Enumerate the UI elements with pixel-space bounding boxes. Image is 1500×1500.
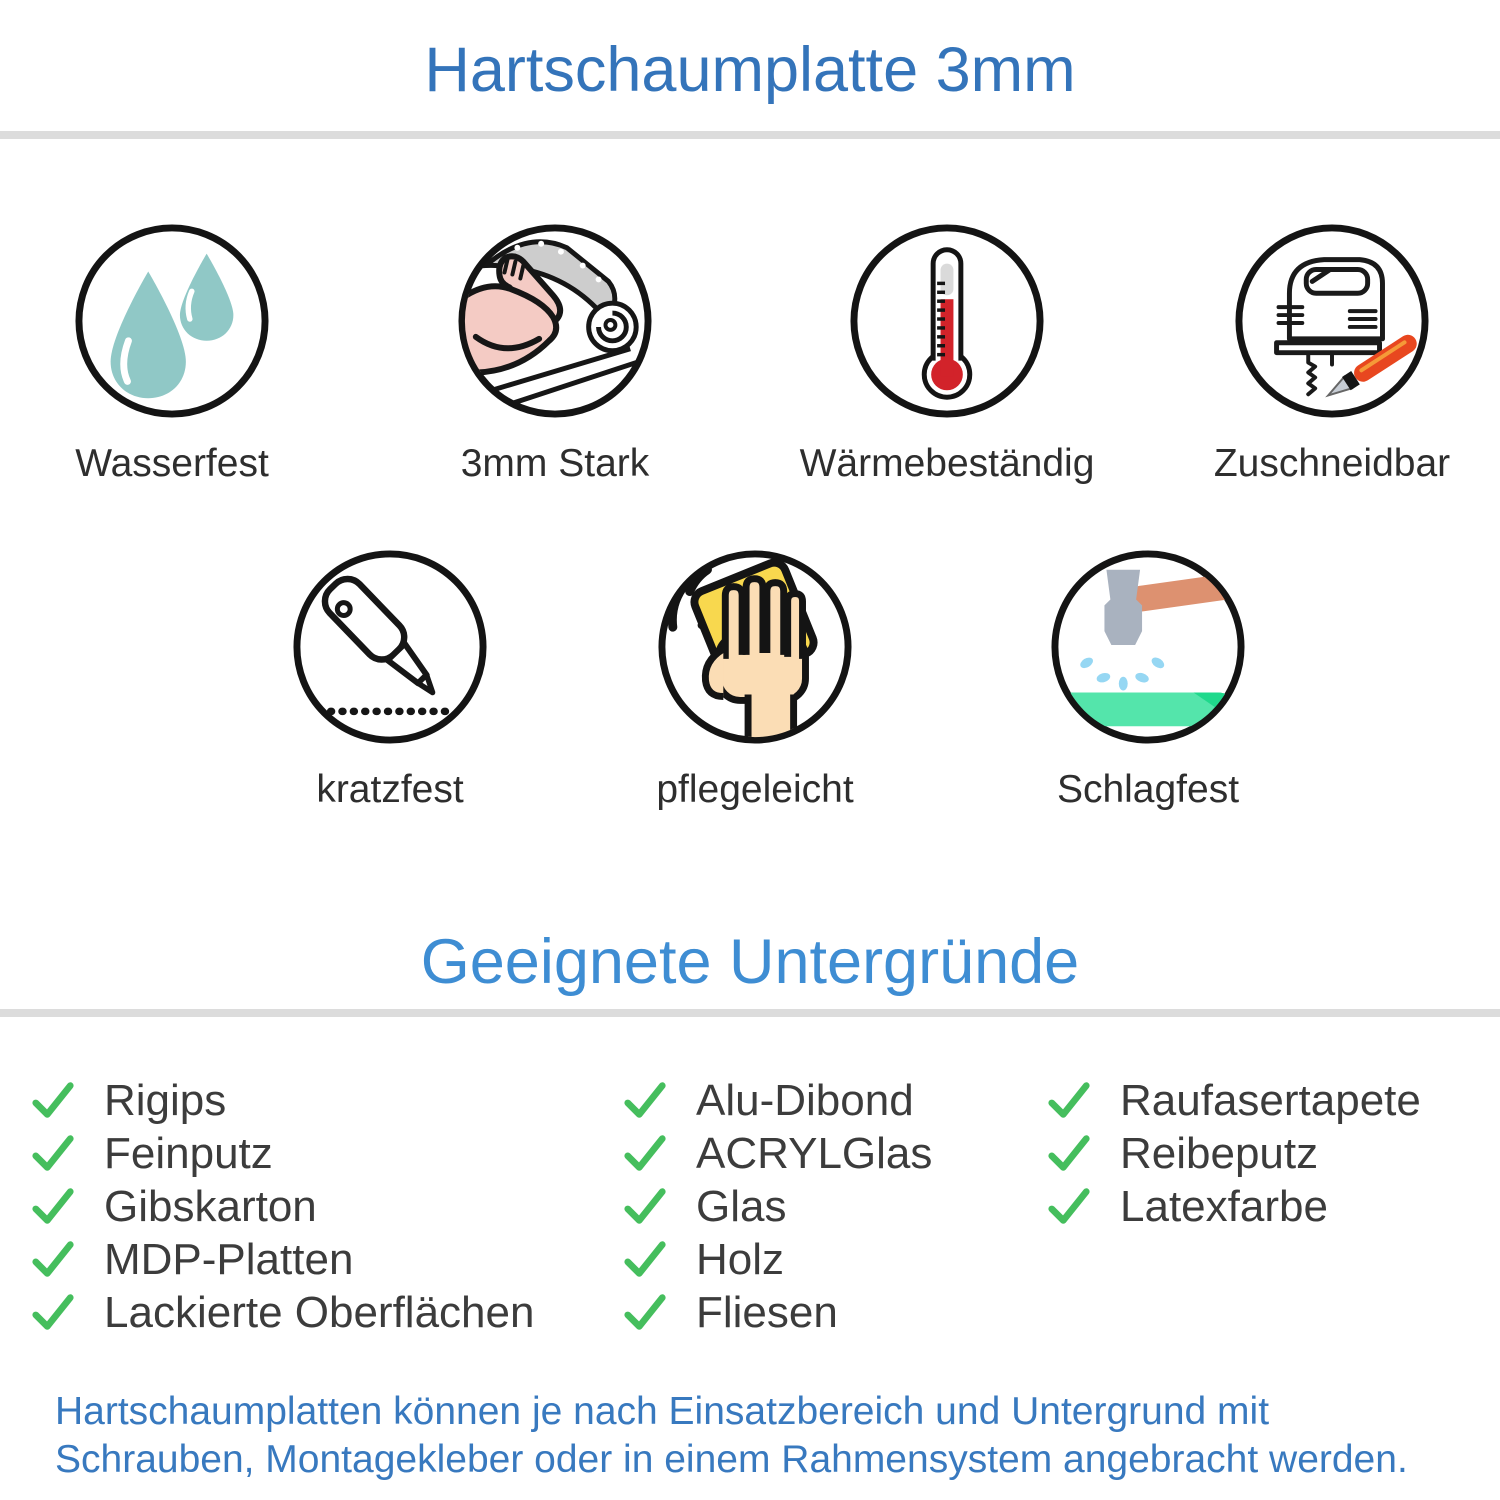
- section-title: Geeignete Untergründe: [420, 927, 1080, 997]
- substrate-item: [622, 1235, 784, 1285]
- substrate-label: Glas: [696, 1182, 787, 1231]
- substrate-label: Feinputz: [104, 1129, 273, 1178]
- check-icon: [622, 1237, 668, 1283]
- divider: [0, 1009, 1500, 1017]
- check-icon: [30, 1078, 76, 1124]
- substrate-label: Fliesen: [696, 1288, 838, 1337]
- substrate-item: [30, 1288, 534, 1338]
- footer-note: [55, 1388, 1485, 1484]
- wiping-hand-icon: [656, 548, 854, 746]
- substrate-item: [30, 1129, 273, 1179]
- check-icon: [1046, 1131, 1092, 1177]
- feature-wasserfest: [12, 222, 332, 486]
- substrate-label: ACRYLGlas: [696, 1129, 933, 1178]
- check-icon: [622, 1184, 668, 1230]
- page-title: Hartschaumplatte 3mm: [424, 35, 1076, 105]
- thermometer-icon: [848, 222, 1046, 420]
- substrate-label: Alu-Dibond: [696, 1076, 914, 1125]
- substrate-label: Gibskarton: [104, 1182, 317, 1231]
- substrate-item: [622, 1129, 932, 1179]
- feature-3mm-stark: [395, 222, 715, 486]
- feature-pflegeleicht: [595, 548, 915, 812]
- substrate-item: [1046, 1182, 1328, 1232]
- hammer-icon: [1049, 548, 1247, 746]
- check-icon: [30, 1290, 76, 1336]
- muscle-arm-icon: [456, 222, 654, 420]
- check-icon: [1046, 1078, 1092, 1124]
- jigsaw-icon: [1233, 222, 1431, 420]
- utility-knife-icon: [291, 548, 489, 746]
- feature-schlagfest: [988, 548, 1308, 812]
- substrate-label: Reibeputz: [1120, 1129, 1319, 1178]
- substrate-label: Lackierte Oberflächen: [104, 1288, 535, 1337]
- feature-zuschneidbar: [1172, 222, 1492, 486]
- check-icon: [622, 1131, 668, 1177]
- substrate-label: Holz: [696, 1235, 785, 1284]
- substrate-item: [1046, 1076, 1421, 1126]
- substrate-label: Raufasertapete: [1120, 1076, 1421, 1125]
- feature-label: pflegeleicht: [656, 768, 854, 811]
- feature-label: 3mm Stark: [460, 442, 650, 485]
- feature-kratzfest: [230, 548, 550, 812]
- substrate-item: [1046, 1129, 1318, 1179]
- substrate-item: [622, 1288, 838, 1338]
- feature-label: Wärmebeständig: [799, 442, 1095, 485]
- check-icon: [622, 1290, 668, 1336]
- substrate-label: MDP-Platten: [104, 1235, 354, 1284]
- feature-waermebestaendig: [787, 222, 1107, 486]
- check-icon: [30, 1184, 76, 1230]
- substrate-label: Latexfarbe: [1120, 1182, 1328, 1231]
- feature-label: Wasserfest: [75, 442, 269, 485]
- footer-line: Hartschaumplatten können je nach Einsatzbereich und Untergrund mit: [55, 1390, 1270, 1433]
- feature-label: kratzfest: [316, 768, 464, 811]
- check-icon: [622, 1078, 668, 1124]
- substrate-item: [30, 1235, 353, 1285]
- substrate-item: [622, 1182, 786, 1232]
- substrate-item: [622, 1076, 914, 1126]
- feature-label: Schlagfest: [1056, 768, 1240, 811]
- check-icon: [1046, 1184, 1092, 1230]
- substrate-label: Rigips: [104, 1076, 227, 1125]
- footer-line: Schrauben, Montagekleber oder in einem Rahmensystem angebracht werden.: [55, 1438, 1408, 1481]
- check-icon: [30, 1237, 76, 1283]
- substrate-item: [30, 1182, 317, 1232]
- substrate-item: [30, 1076, 226, 1126]
- check-icon: [30, 1131, 76, 1177]
- water-drops-icon: [73, 222, 271, 420]
- divider: [0, 131, 1500, 139]
- feature-label: Zuschneidbar: [1213, 442, 1451, 485]
